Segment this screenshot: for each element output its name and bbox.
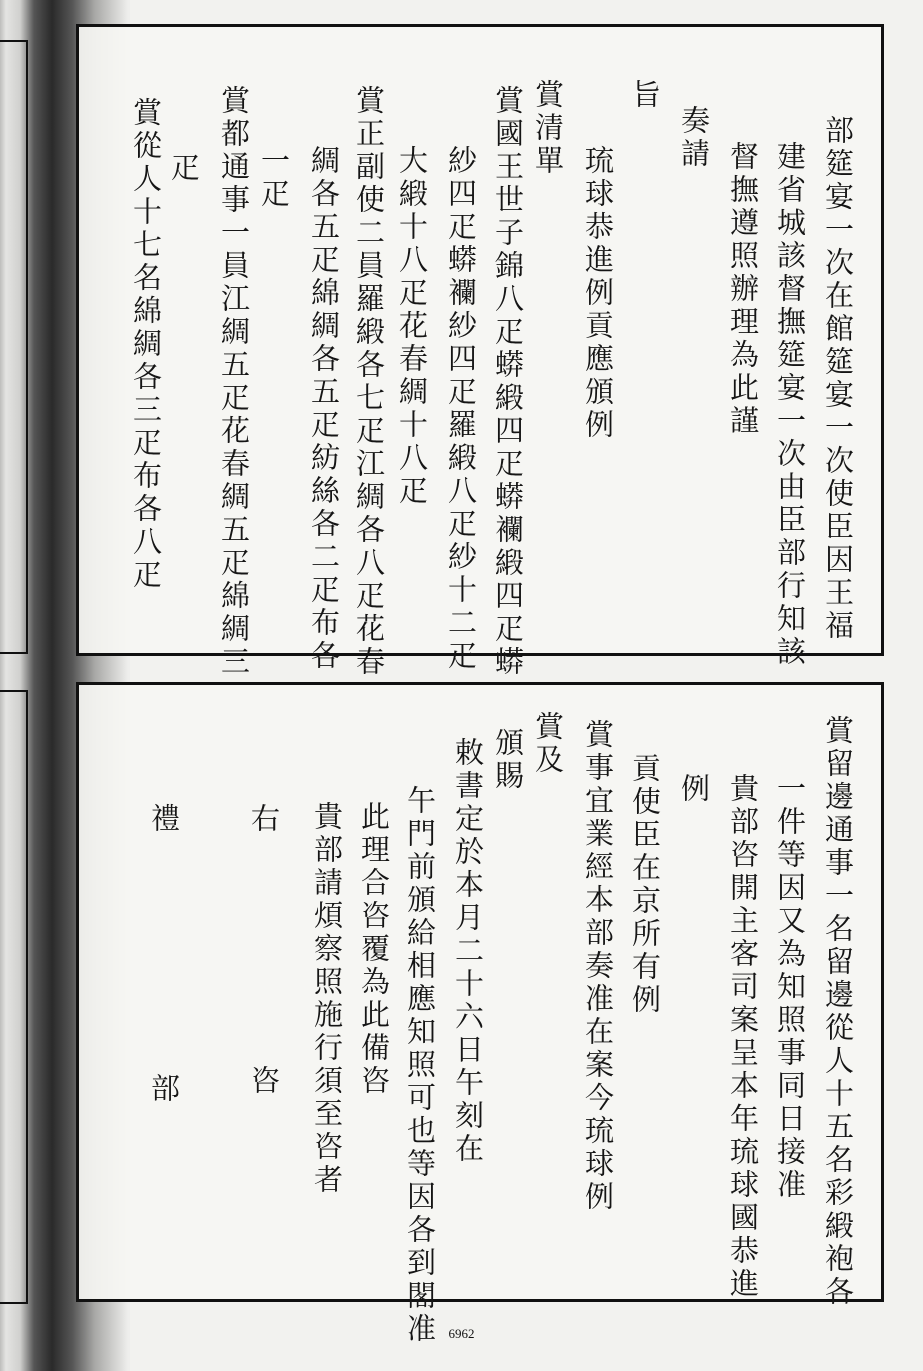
text-column: 疋 (167, 152, 201, 185)
text-column: 賞正副使二員羅緞各七疋江綢各八疋花春 (352, 85, 386, 679)
text-column: 綢各五疋綿綢各五疋紡絲各二疋布各 (307, 145, 341, 673)
text-column: 一件等因又為知照事同日接准 (773, 773, 807, 1202)
text-column: 貴部咨開主客司案呈本年琉球國恭進 (726, 773, 760, 1301)
text-column: 此理合咨覆為此備咨 (357, 801, 391, 1098)
text-column: 部筵宴一次在館筵宴一次使臣因王福 (821, 115, 855, 643)
text-column: 督撫遵照辦理為此謹 (726, 141, 760, 438)
text-column: 奏請 (677, 105, 711, 171)
text-column: 頒賜 (491, 727, 525, 793)
text-column: 賞及 (531, 711, 565, 777)
text-column: 賞留邊通事一名留邊從人十五名彩緞袍各 (821, 715, 855, 1309)
text-column: 賞清單 (531, 79, 565, 178)
text-column: 旨 (628, 79, 662, 112)
document-panel-top (76, 24, 884, 679)
text-column: 賞都通事一員江綢五疋花春綢五疋綿綢三 (217, 85, 251, 679)
previous-page-edge-top (0, 40, 28, 654)
text-column: 琉球恭進例貢應頒例 (581, 145, 615, 442)
text-column: 禮 (147, 803, 181, 836)
text-column: 敕書定於本月二十六日午刻在 (451, 737, 485, 1166)
text-column: 午門前頒給相應知照可也等因各到閣准 (403, 785, 437, 1346)
text-column: 建省城該督撫筵宴一次由臣部行知該 (773, 141, 807, 669)
text-column: 部 (147, 1073, 181, 1106)
text-column: 例 (677, 773, 711, 806)
text-column: 貢使臣在京所有例 (628, 753, 662, 1017)
text-column: 大緞十八疋花春綢十八疋 (395, 145, 429, 508)
text-column: 賞國王世子錦八疋蟒緞四疋蟒襴緞四疋蟒 (491, 85, 525, 679)
text-column: 賞事宜業經本部奏准在案今琉球例 (581, 719, 615, 1214)
text-column: 紗四疋蟒襴紗四疋羅緞八疋紗十二疋 (444, 145, 478, 673)
text-column: 右 (247, 803, 281, 836)
text-column: 賞從人十七名綿綢各三疋布各八疋 (129, 97, 163, 592)
text-column: 一疋 (257, 145, 291, 211)
page-number: 6962 (448, 1326, 475, 1341)
previous-page-edge-bottom (0, 690, 28, 1304)
text-column: 咨 (247, 1065, 281, 1098)
text-column: 貴部請煩察照施行須至咨者 (310, 801, 344, 1197)
